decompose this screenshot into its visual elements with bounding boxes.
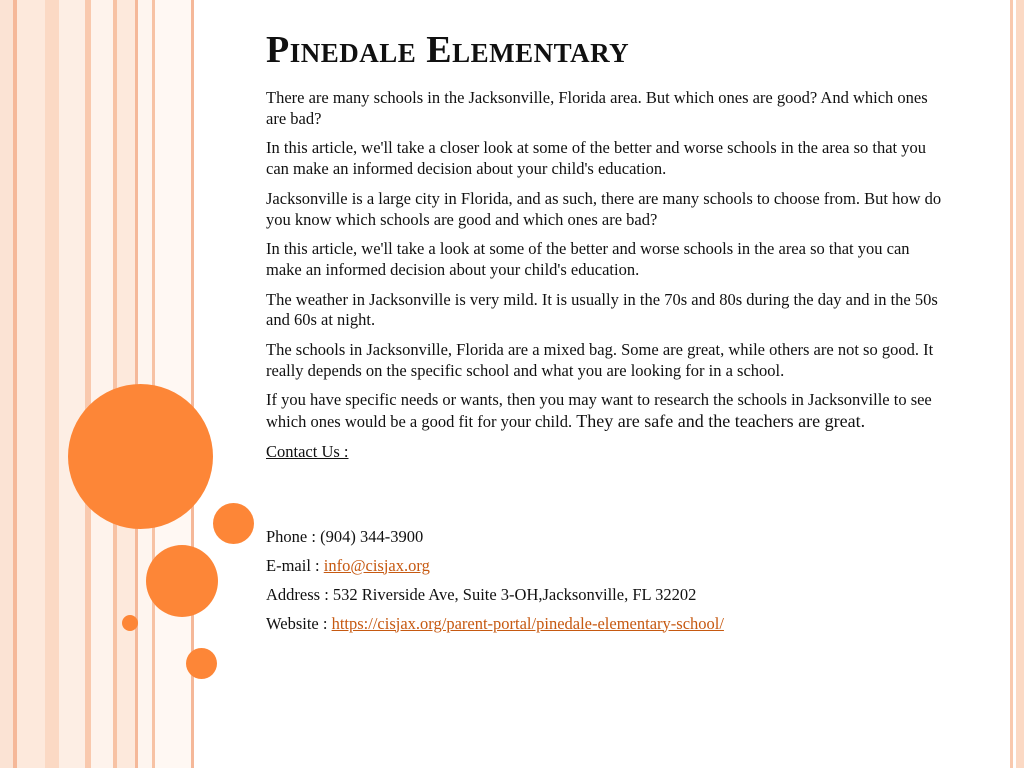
spacer [266,472,946,527]
phone-line [266,527,946,547]
stripe [59,0,85,768]
stripe [17,0,45,768]
decorative-stripes [0,0,200,768]
decorative-circle-small [122,615,138,631]
address-label: Address : [266,584,333,604]
stripe [45,0,59,768]
paragraph-tail: They are safe and the teachers are great. [572,411,866,432]
paragraph: The weather in Jacksonville is very mild. It is usually in the 70s and 80s during the day and in the 50s and 60s at night. [266,289,938,330]
email-label: E-mail : [266,555,324,575]
phone-value: (904) 344-3900 [320,526,424,546]
website-label: Website : [266,613,332,633]
paragraph-last [266,390,946,432]
main-content [266,28,946,643]
right-edge-rule [1016,0,1024,768]
contact-heading: Contact Us : [266,441,349,461]
stripe [91,0,113,768]
paragraph-text: If you have specific needs or wants, then you may want to research the schools in Jacksonville to see which ones would be a good fit for your child. [266,390,932,432]
stripe [0,0,13,768]
website-link[interactable]: https://cisjax.org/parent-portal/pinedale-elementary-school/ [331,613,724,633]
paragraph: There are many schools in the Jacksonville, Florida area. But which ones are good? And which ones are bad? [266,88,928,128]
address-line [266,585,946,605]
email-link[interactable]: info@cisjax.org [323,555,430,575]
decorative-circle-large [68,384,213,529]
decorative-circle [213,503,254,544]
stripe [155,0,191,768]
paragraph: In this article, we'll take a closer look at some of the better and worse schools in the area so that you can make an informed decision about your child's education. [266,138,927,179]
paragraph: In this article, we'll take a look at some of the better and worse schools in the area so that you can make an informed decision about your child's education. [266,239,910,279]
paragraph: The schools in Jacksonville, Florida are a mixed bag. Some are great, while others are not so good. It really depends on the specific school and what you are looking for in a school. [266,340,934,380]
email-line [266,556,946,576]
decorative-circle [186,648,217,679]
right-edge-rule [1010,0,1013,768]
address-value: 532 Riverside Ave, Suite 3-OH,Jacksonville, FL 32202 [332,584,697,604]
paragraph: Jacksonville is a large city in Florida, and as such, there are many schools to choose from. But how do you know which schools are good and which ones are bad? [266,188,942,229]
decorative-circle [146,545,218,617]
page-title: Pinedale Elementary [266,29,630,71]
website-line [266,614,946,634]
phone-label: Phone : [266,526,321,546]
